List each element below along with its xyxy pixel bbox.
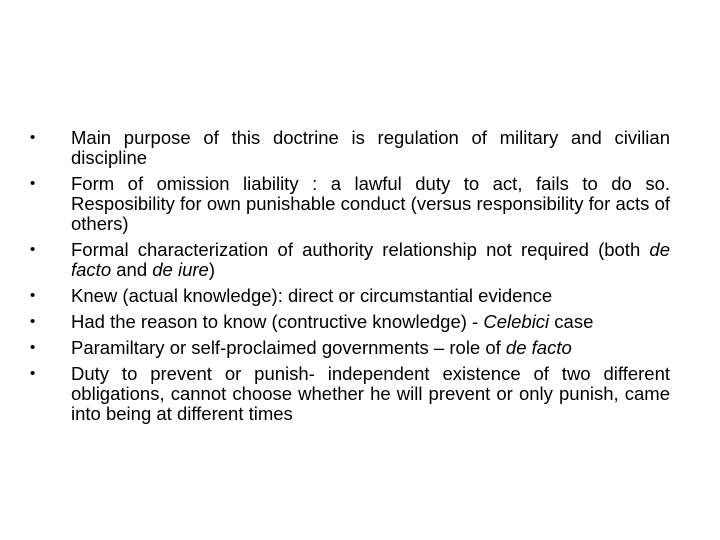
bullet-text-italic: Celebici [483,311,550,332]
bullet-item [30,286,670,306]
bullet-text [71,311,593,332]
bullet-dot-icon: • [30,339,36,356]
bullet-text [71,363,670,424]
bullet-text-segment: ) [208,259,216,280]
bullet-list [30,128,670,430]
bullet-text [71,337,572,358]
bullet-text [71,285,552,306]
bullet-item [30,240,670,280]
bullet-text-segment: Had the reason to know (contructive knowledge) - [71,311,484,332]
bullet-text-segment: Paramiltary or self-proclaimed governments – role of [71,337,506,358]
bullet-text-segment: Main purpose of this doctrine is regulation of military and civilian discipline [71,127,670,168]
bullet-dot-icon: • [30,313,36,330]
bullet-text-segment: Formal characterization of authority relationship not required (both [71,239,650,260]
bullet-text [71,239,670,280]
bullet-text-segment: Knew (actual knowledge): direct or circumstantial evidence [71,285,553,306]
bullet-dot-icon: • [30,129,36,146]
bullet-text-italic: de facto [505,337,572,358]
bullet-text-segment: and [111,259,153,280]
bullet-item [30,364,670,424]
bullet-dot-icon: • [30,287,36,304]
bullet-item [30,338,670,358]
bullet-item [30,128,670,168]
bullet-text-segment: Form of omission liability : a lawful duty to act, fails to do so. Resposibility for own punishable conduct (versus responsibility for acts of others) [71,173,670,234]
bullet-item [30,174,670,234]
bullet-dot-icon: • [30,175,36,192]
bullet-text-segment: case [549,311,594,332]
bullet-dot-icon: • [30,365,36,382]
bullet-text-italic: de facto [71,239,670,280]
bullet-item [30,312,670,332]
bullet-text [71,127,670,168]
bullet-text [71,173,670,234]
bullet-text-segment: Duty to prevent or punish- independent existence of two different obligations, cannot choose whether he will prevent or only punish, came into being at different times [71,363,670,424]
bullet-dot-icon: • [30,241,36,258]
bullet-text-italic: de iure [152,259,209,280]
